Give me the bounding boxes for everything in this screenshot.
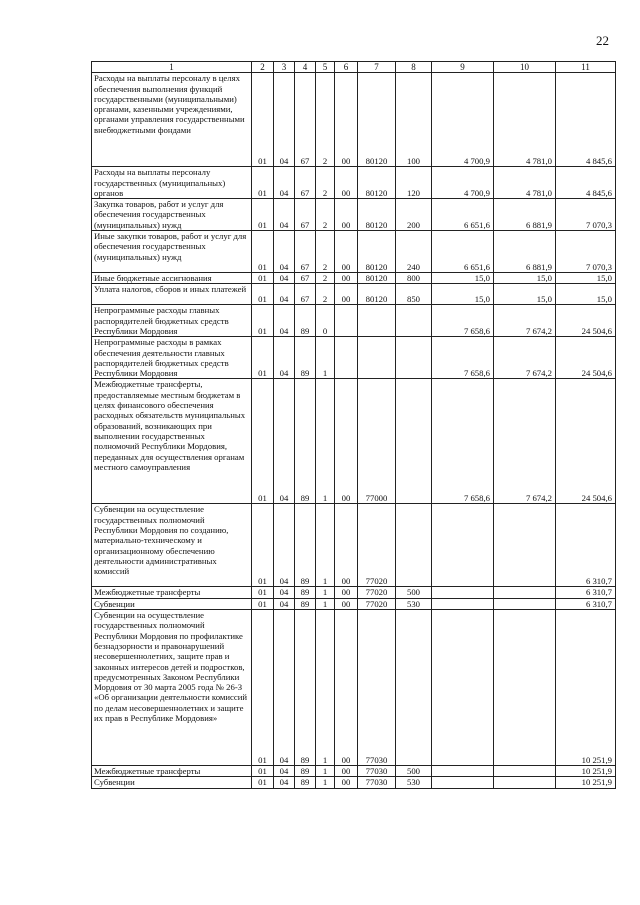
column-header: 3 xyxy=(274,62,295,73)
row-label: Субвенции на осуществление государственных полномочий Республики Мордовия по профилактике безнадзорности и правонарушений несовершеннолетних, защите прав и законных интересов детей и подростков, предусмотренных Законом Республики Мордовия от 30 марта 2005 года № 26-З «Об организации деятельности комиссий по делам несовершеннолетних и защите их прав в Республике Мордовия» xyxy=(92,610,252,766)
code-cell: 04 xyxy=(274,284,295,305)
code-cell: 530 xyxy=(396,777,432,788)
column-header: 1 xyxy=(92,62,252,73)
header-row xyxy=(92,62,616,73)
code-cell: 2 xyxy=(316,199,335,231)
code-cell: 1 xyxy=(316,504,335,587)
amount-cell xyxy=(494,587,556,598)
amount-cell: 6 310,7 xyxy=(556,504,616,587)
code-cell: 80120 xyxy=(358,284,396,305)
code-cell: 04 xyxy=(274,337,295,379)
column-header: 7 xyxy=(358,62,396,73)
code-cell: 240 xyxy=(396,231,432,273)
code-cell xyxy=(396,379,432,504)
code-cell: 01 xyxy=(252,305,274,337)
code-cell: 01 xyxy=(252,337,274,379)
code-cell: 89 xyxy=(295,587,316,598)
code-cell: 200 xyxy=(396,199,432,231)
amount-cell: 15,0 xyxy=(494,273,556,284)
amount-cell: 7 674,2 xyxy=(494,305,556,337)
code-cell xyxy=(396,610,432,766)
code-cell: 00 xyxy=(335,284,358,305)
code-cell: 67 xyxy=(295,231,316,273)
code-cell: 1 xyxy=(316,379,335,504)
code-cell: 80120 xyxy=(358,231,396,273)
row-label: Межбюджетные трансферты xyxy=(92,587,252,598)
amount-cell: 6 310,7 xyxy=(556,587,616,598)
amount-cell: 7 674,2 xyxy=(494,379,556,504)
row-label: Непрограммные расходы главных распорядителей бюджетных средств Республики Мордовия xyxy=(92,305,252,337)
amount-cell: 6 881,9 xyxy=(494,199,556,231)
row-label: Уплата налогов, сборов и иных платежей xyxy=(92,284,252,305)
column-header: 4 xyxy=(295,62,316,73)
amount-cell: 15,0 xyxy=(494,284,556,305)
code-cell: 04 xyxy=(274,167,295,199)
amount-cell xyxy=(432,766,494,777)
amount-cell: 7 070,3 xyxy=(556,199,616,231)
code-cell: 77000 xyxy=(358,379,396,504)
code-cell: 77020 xyxy=(358,587,396,598)
amount-cell: 4 700,9 xyxy=(432,167,494,199)
code-cell: 77030 xyxy=(358,766,396,777)
code-cell: 04 xyxy=(274,777,295,788)
table-row xyxy=(92,598,616,609)
amount-cell: 24 504,6 xyxy=(556,305,616,337)
amount-cell xyxy=(432,504,494,587)
code-cell: 04 xyxy=(274,231,295,273)
amount-cell xyxy=(432,587,494,598)
table-row xyxy=(92,273,616,284)
code-cell: 89 xyxy=(295,598,316,609)
code-cell: 00 xyxy=(335,167,358,199)
code-cell: 89 xyxy=(295,379,316,504)
column-header: 8 xyxy=(396,62,432,73)
table-row xyxy=(92,199,616,231)
code-cell: 0 xyxy=(316,305,335,337)
amount-cell: 6 881,9 xyxy=(494,231,556,273)
code-cell: 00 xyxy=(335,273,358,284)
amount-cell: 4 781,0 xyxy=(494,73,556,167)
code-cell: 67 xyxy=(295,199,316,231)
code-cell: 80120 xyxy=(358,73,396,167)
row-label: Иные закупки товаров, работ и услуг для обеспечения государственных (муниципальных) нужд xyxy=(92,231,252,273)
code-cell: 00 xyxy=(335,598,358,609)
code-cell xyxy=(335,337,358,379)
code-cell xyxy=(358,305,396,337)
amount-cell: 7 674,2 xyxy=(494,337,556,379)
row-label: Закупка товаров, работ и услуг для обеспечения государственных (муниципальных) нужд xyxy=(92,199,252,231)
table-row xyxy=(92,587,616,598)
amount-cell: 6 310,7 xyxy=(556,598,616,609)
code-cell: 01 xyxy=(252,273,274,284)
code-cell xyxy=(396,504,432,587)
amount-cell xyxy=(432,777,494,788)
table-row xyxy=(92,777,616,788)
table-row xyxy=(92,167,616,199)
code-cell: 1 xyxy=(316,777,335,788)
code-cell: 2 xyxy=(316,273,335,284)
code-cell: 120 xyxy=(396,167,432,199)
row-label: Межбюджетные трансферты, предоставляемые местным бюджетам в целях финансового обеспечения расходных обязательств муниципальных образований, возникающих при выполнении государственных полномочий Республики Мордовия, переданных для осуществления органам местного самоуправления xyxy=(92,379,252,504)
amount-cell: 6 651,6 xyxy=(432,231,494,273)
budget-table xyxy=(91,61,616,789)
code-cell: 100 xyxy=(396,73,432,167)
amount-cell: 7 658,6 xyxy=(432,379,494,504)
code-cell: 01 xyxy=(252,504,274,587)
amount-cell: 24 504,6 xyxy=(556,337,616,379)
amount-cell: 15,0 xyxy=(432,284,494,305)
column-header: 6 xyxy=(335,62,358,73)
code-cell: 01 xyxy=(252,199,274,231)
column-header: 11 xyxy=(556,62,616,73)
column-header: 9 xyxy=(432,62,494,73)
amount-cell xyxy=(432,610,494,766)
code-cell: 77030 xyxy=(358,777,396,788)
code-cell: 01 xyxy=(252,167,274,199)
row-label: Субвенции xyxy=(92,598,252,609)
code-cell: 1 xyxy=(316,766,335,777)
amount-cell: 4 781,0 xyxy=(494,167,556,199)
table-row xyxy=(92,504,616,587)
row-label: Межбюджетные трансферты xyxy=(92,766,252,777)
code-cell: 00 xyxy=(335,504,358,587)
code-cell: 89 xyxy=(295,504,316,587)
column-header: 10 xyxy=(494,62,556,73)
amount-cell: 15,0 xyxy=(556,284,616,305)
code-cell: 04 xyxy=(274,73,295,167)
code-cell: 67 xyxy=(295,273,316,284)
row-label: Субвенции на осуществление государственных полномочий Республики Мордовия по созданию, материально-техническому и организационному обеспечению деятельности административных комиссий xyxy=(92,504,252,587)
code-cell: 04 xyxy=(274,199,295,231)
amount-cell: 7 658,6 xyxy=(432,337,494,379)
code-cell: 530 xyxy=(396,598,432,609)
code-cell: 00 xyxy=(335,199,358,231)
code-cell: 01 xyxy=(252,231,274,273)
code-cell: 80120 xyxy=(358,273,396,284)
code-cell: 77020 xyxy=(358,598,396,609)
amount-cell: 4 845,6 xyxy=(556,167,616,199)
code-cell: 04 xyxy=(274,305,295,337)
code-cell: 1 xyxy=(316,598,335,609)
code-cell: 00 xyxy=(335,379,358,504)
table-row xyxy=(92,73,616,167)
amount-cell: 6 651,6 xyxy=(432,199,494,231)
code-cell: 04 xyxy=(274,610,295,766)
code-cell: 1 xyxy=(316,587,335,598)
code-cell: 2 xyxy=(316,284,335,305)
amount-cell: 10 251,9 xyxy=(556,766,616,777)
code-cell xyxy=(335,305,358,337)
code-cell: 00 xyxy=(335,73,358,167)
table-row xyxy=(92,231,616,273)
amount-cell: 4 845,6 xyxy=(556,73,616,167)
table-row xyxy=(92,284,616,305)
code-cell: 500 xyxy=(396,766,432,777)
amount-cell: 24 504,6 xyxy=(556,379,616,504)
code-cell xyxy=(396,305,432,337)
code-cell: 80120 xyxy=(358,199,396,231)
amount-cell: 15,0 xyxy=(432,273,494,284)
code-cell: 01 xyxy=(252,284,274,305)
code-cell: 89 xyxy=(295,610,316,766)
code-cell: 1 xyxy=(316,337,335,379)
amount-cell xyxy=(494,504,556,587)
table-row xyxy=(92,379,616,504)
amount-cell xyxy=(432,598,494,609)
code-cell: 80120 xyxy=(358,167,396,199)
code-cell: 800 xyxy=(396,273,432,284)
code-cell: 04 xyxy=(274,273,295,284)
code-cell: 00 xyxy=(335,777,358,788)
code-cell: 00 xyxy=(335,231,358,273)
code-cell: 00 xyxy=(335,766,358,777)
page-number: 22 xyxy=(596,33,609,48)
code-cell: 2 xyxy=(316,167,335,199)
code-cell: 01 xyxy=(252,766,274,777)
table-row xyxy=(92,610,616,766)
amount-cell: 4 700,9 xyxy=(432,73,494,167)
code-cell: 89 xyxy=(295,777,316,788)
amount-cell xyxy=(494,598,556,609)
amount-cell: 10 251,9 xyxy=(556,777,616,788)
code-cell: 2 xyxy=(316,73,335,167)
code-cell: 01 xyxy=(252,777,274,788)
row-label: Субвенции xyxy=(92,777,252,788)
code-cell: 89 xyxy=(295,766,316,777)
code-cell: 01 xyxy=(252,73,274,167)
code-cell: 04 xyxy=(274,504,295,587)
code-cell: 500 xyxy=(396,587,432,598)
code-cell: 2 xyxy=(316,231,335,273)
amount-cell: 10 251,9 xyxy=(556,610,616,766)
code-cell: 01 xyxy=(252,598,274,609)
code-cell: 00 xyxy=(335,587,358,598)
code-cell xyxy=(396,337,432,379)
code-cell: 77030 xyxy=(358,610,396,766)
code-cell: 01 xyxy=(252,379,274,504)
code-cell: 00 xyxy=(335,610,358,766)
code-cell: 1 xyxy=(316,610,335,766)
amount-cell: 7 658,6 xyxy=(432,305,494,337)
row-label: Расходы на выплаты персоналу в целях обеспечения выполнения функций государственными (муниципальными) органами, казенными учреждениями, органами управления государственными внебюджетными фондами xyxy=(92,73,252,167)
row-label: Иные бюджетные ассигнования xyxy=(92,273,252,284)
code-cell xyxy=(358,337,396,379)
amount-cell: 15,0 xyxy=(556,273,616,284)
code-cell: 04 xyxy=(274,379,295,504)
code-cell: 04 xyxy=(274,587,295,598)
code-cell: 04 xyxy=(274,766,295,777)
table-row xyxy=(92,766,616,777)
code-cell: 850 xyxy=(396,284,432,305)
table-row xyxy=(92,305,616,337)
row-label: Непрограммные расходы в рамках обеспечения деятельности главных распорядителей бюджетных средств Республики Мордовия xyxy=(92,337,252,379)
code-cell: 67 xyxy=(295,284,316,305)
code-cell: 89 xyxy=(295,337,316,379)
amount-cell: 7 070,3 xyxy=(556,231,616,273)
code-cell: 01 xyxy=(252,610,274,766)
code-cell: 89 xyxy=(295,305,316,337)
column-header: 5 xyxy=(316,62,335,73)
amount-cell xyxy=(494,610,556,766)
code-cell: 67 xyxy=(295,167,316,199)
column-header: 2 xyxy=(252,62,274,73)
amount-cell xyxy=(494,766,556,777)
table-row xyxy=(92,337,616,379)
row-label: Расходы на выплаты персоналу государственных (муниципальных) органов xyxy=(92,167,252,199)
amount-cell xyxy=(494,777,556,788)
code-cell: 01 xyxy=(252,587,274,598)
code-cell: 77020 xyxy=(358,504,396,587)
code-cell: 04 xyxy=(274,598,295,609)
code-cell: 67 xyxy=(295,73,316,167)
